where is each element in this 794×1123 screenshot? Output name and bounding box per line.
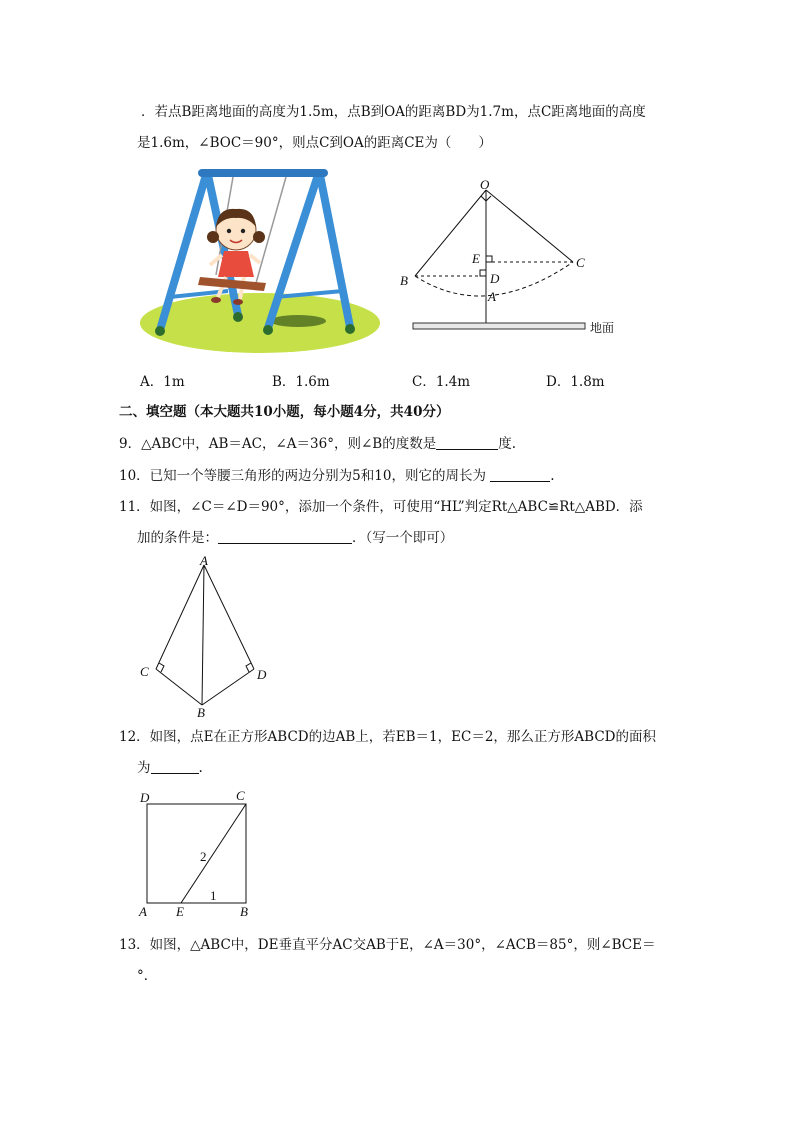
q12-label-2: 2 xyxy=(200,849,207,864)
q11-figure xyxy=(136,555,276,720)
q9-text-after: 度. xyxy=(498,436,516,452)
q11-label-A: A xyxy=(200,553,208,568)
q12-label-D: D xyxy=(140,790,150,805)
q8-line-1: ．若点B距离地面的高度为1.5m，点B到OA的距离BD为1.7m，点C距离地面的高度 xyxy=(141,104,646,120)
q9-answer-blank[interactable] xyxy=(436,435,498,450)
q12-line-2 xyxy=(137,758,203,778)
q9 xyxy=(119,434,516,454)
q11-text-after: ．（写一个即可） xyxy=(352,530,454,546)
q11-text-before: 加的条件是： xyxy=(137,530,218,546)
q12-line-1: 12．如图，点E在正方形ABCD的边AB上，若EB＝1，EC＝2，那么正方形ABCD的面积 xyxy=(119,729,656,745)
q11-answer-blank[interactable] xyxy=(218,529,352,544)
q12-text-after: . xyxy=(198,760,203,776)
q12-figure xyxy=(136,785,266,920)
q11-line-1: 11．如图，∠C＝∠D＝90°，添加一个条件，可使用“HL”判定Rt△ABC≌Rt△ABD．添 xyxy=(119,499,643,515)
label-E: E xyxy=(472,251,480,266)
shadow-ellipse xyxy=(270,315,326,327)
label-D: D xyxy=(490,271,500,286)
label-ground: 地面 xyxy=(590,321,615,335)
q13-line-1: 13．如图，△ABC中，DE垂直平分AC交AB于E，∠A＝30°，∠ACB＝85°，则∠BCE＝ xyxy=(119,937,656,953)
q12-answer-blank[interactable] xyxy=(151,759,199,774)
q12-label-B: B xyxy=(240,904,248,919)
q11-label-D: D xyxy=(257,667,267,682)
q12-label-1: 1 xyxy=(210,888,217,903)
q12-label-E: E xyxy=(176,904,184,919)
label-O: O xyxy=(480,177,490,192)
q12-text-before: 为 xyxy=(137,760,151,776)
label-B: B xyxy=(400,273,408,288)
q9-text-before: 9．△ABC中，AB＝AC，∠A＝36°，则∠B的度数是 xyxy=(119,436,437,452)
option-b[interactable]: B．1.6m xyxy=(272,374,330,390)
option-c[interactable]: C．1.4m xyxy=(412,374,471,390)
option-d[interactable]: D．1.8m xyxy=(546,374,605,390)
q10 xyxy=(119,466,555,486)
q10-text-before: 10．已知一个等腰三角形的两边分别为5和10，则它的周长为 xyxy=(119,468,486,484)
q11-line-2 xyxy=(137,528,453,548)
q11-label-B: B xyxy=(197,705,205,720)
label-C: C xyxy=(576,255,585,270)
q10-answer-blank[interactable] xyxy=(490,467,550,482)
q13-line-2: °． xyxy=(137,968,158,984)
q11-label-C: C xyxy=(140,664,149,679)
section-title: 二、填空题（本大题共10小题，每小题4分，共40分） xyxy=(119,404,450,420)
q12-label-A: A xyxy=(139,904,147,919)
q10-text-after: . xyxy=(550,468,555,484)
option-a[interactable]: A．1m xyxy=(140,374,185,390)
label-A: A xyxy=(488,289,496,304)
swing-illustration xyxy=(138,165,383,360)
q8-geometry-figure xyxy=(395,172,635,342)
q8-line-2: 是1.6m，∠BOC＝90°，则点C到OA的距离CE为（ ） xyxy=(137,135,492,151)
q12-label-C: C xyxy=(236,788,245,803)
